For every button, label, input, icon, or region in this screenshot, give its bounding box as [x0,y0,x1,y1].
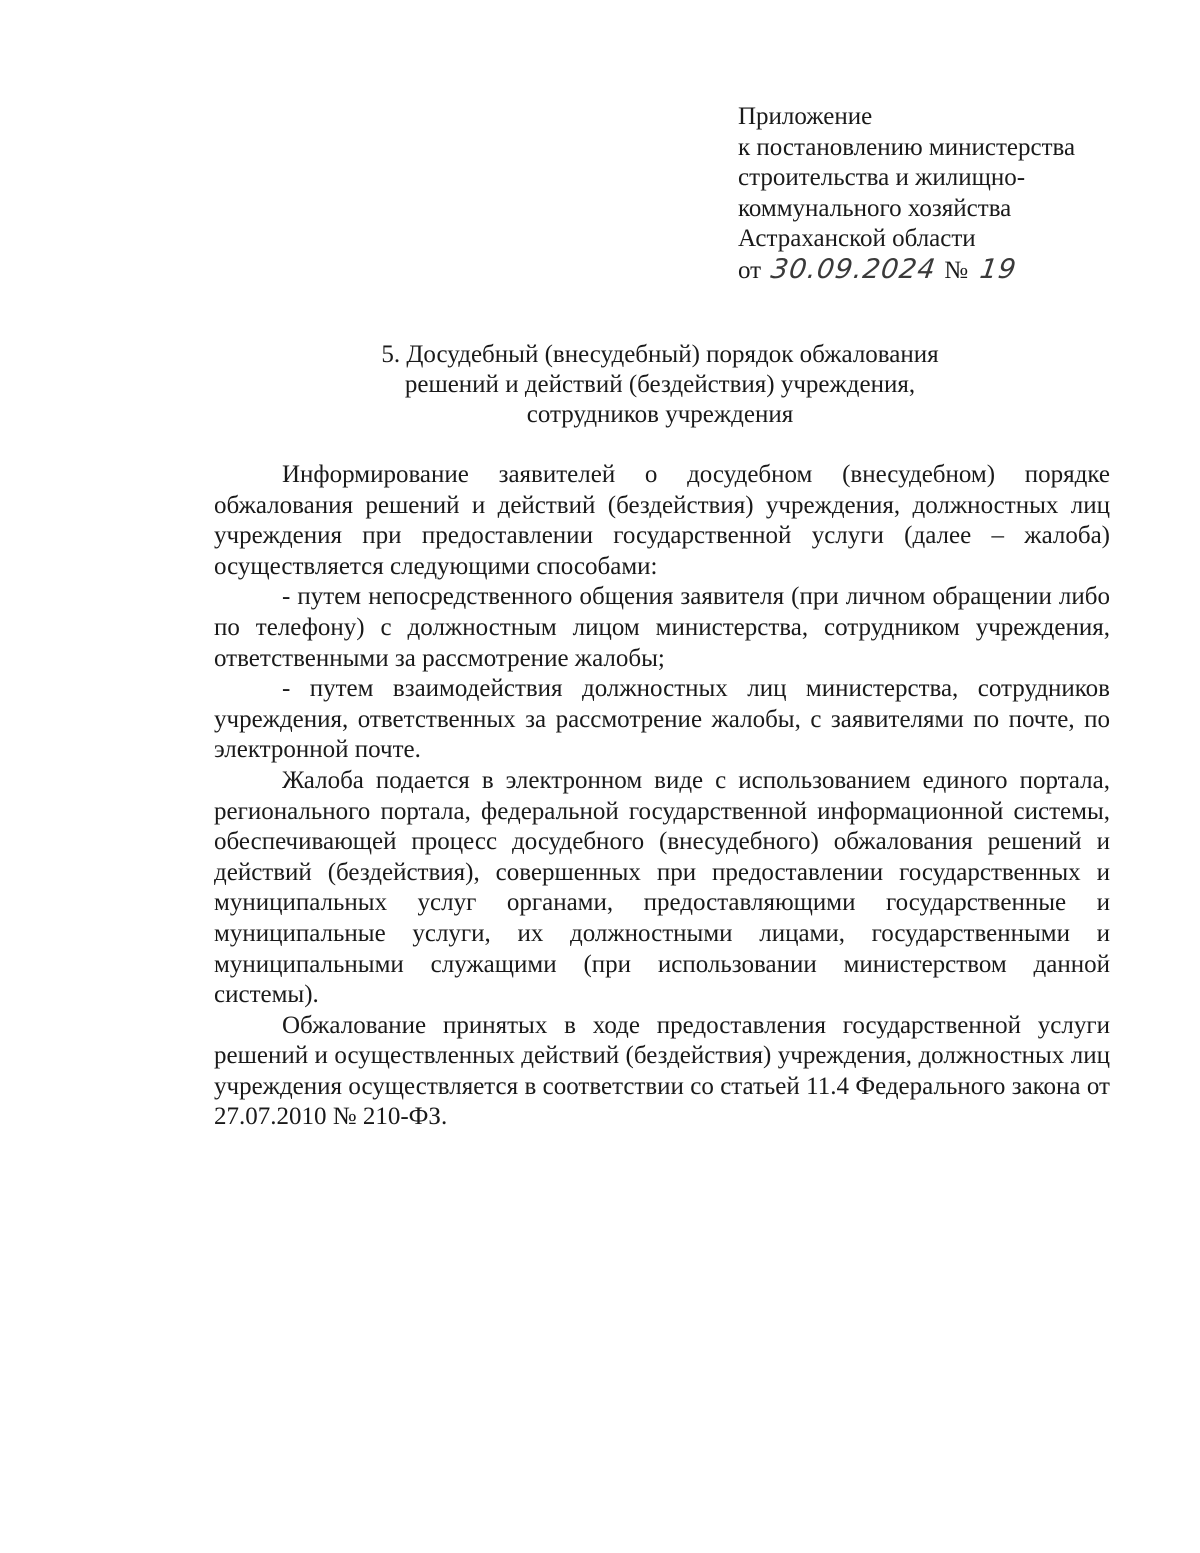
approval-line-3: строительства и жилищно- [738,164,1026,191]
handwritten-number: 19 [978,253,1019,285]
date-prefix: от [738,256,762,284]
approval-line-5: Астраханской области [738,225,976,252]
section-title [300,340,1020,430]
paragraph-method-direct: - путем непосредственного общения заявителя (при личном обращении либо по телефону) с должностным лицом министерства, сотрудником учреждения, ответственными за рассмотрение жалобы; [214,583,1110,672]
approval-line-2: к постановлению министерства [738,133,1076,161]
approval-line-4: коммунального хозяйства [738,194,1012,222]
section-title-line-3: сотрудников учреждения [526,401,794,428]
handwritten-date: 30.09.2024 [769,253,939,285]
approval-date-line [738,255,1158,287]
section-title-line-1: 5. Досудебный (внесудебный) порядок обжалования [381,341,939,368]
approval-line-1: Приложение [738,103,873,130]
paragraph-electronic-complaint: Жалоба подается в электронном виде с использованием единого портала, регионального портала, федеральной государственной информационной системы, обеспечивающей процесс досудебного (внесудебного) обжалования решений и действий (бездействия), совершенных при предоставлении государственных и муниципальных услуг органами, предоставляющими государственные и муниципальные услуги, их должностными лицами, государственными и муниципальными служащими (при использовании министерством данной системы). [214,766,1110,1009]
paragraph-appeal-law: Обжалование принятых в ходе предоставления государственной услуги решений и осуществленных действий (бездействия) учреждения, должностных лиц учреждения осуществляется в соответствии со статьей 11.4 Федерального закона от 27.07.2010 № 210-ФЗ. [214,1011,1110,1131]
paragraph-method-mail: - путем взаимодействия должностных лиц министерства, сотрудников учреждения, ответственных за рассмотрение жалобы, с заявителями по почте, по электронной почте. [214,675,1110,764]
section-title-line-2: решений и действий (бездействия) учреждения, [404,371,916,398]
paragraph-informing: Информирование заявителей о досудебном (внесудебном) порядке обжалования решений и действий (бездействия) учреждения, должностных лиц учреждения при предоставлении государственной услуги (далее – жалоба) осуществляется следующими способами: [214,461,1110,580]
approval-block [738,102,1158,286]
number-prefix: № [944,256,969,284]
document-body [214,460,1110,1133]
